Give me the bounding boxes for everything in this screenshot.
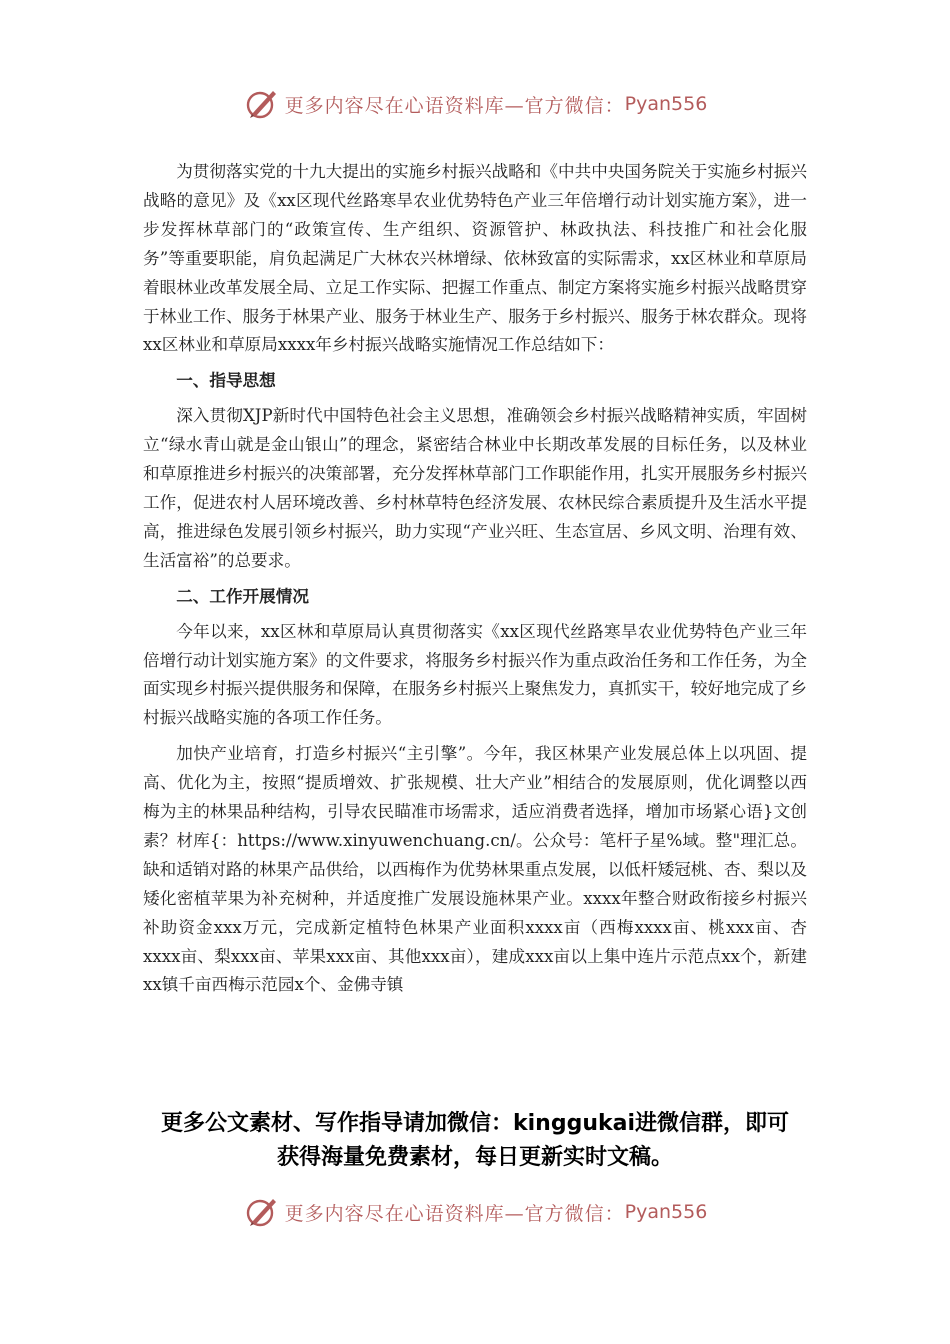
document-body bbox=[143, 158, 807, 1000]
section-heading: 二、工作开展情况 bbox=[176, 586, 309, 606]
footer-watermark-banner bbox=[0, 1188, 950, 1236]
intro-paragraph: 为贯彻落实党的十九大提出的实施乡村振兴战略和《中共中央国务院关于实施乡村振兴战略的意见》及《xx区现代丝路寒旱农业优势特色产业三年倍增行动计划实施方案》，进一步发挥林草部门的“政策宣传、生产组织、资源管护、林政执法、科技推广和社会化服务”等重要职能，肩负起满足广大林农兴林增绿、依林致富的实际需求，xx区林业和草原局着眼林业改革发展全局、立足工作实际、把握工作重点、制定方案将实施乡村振兴战略贯穿于林业工作、服务于林果产业、服务于林业生产、服务于乡村振兴、服务于林农群众。现将xx区林业和草原局xxxx年乡村振兴战略实施情况工作总结如下： bbox=[143, 162, 807, 355]
notice-line: 获得海量免费素材，每日更新实时文稿。 bbox=[276, 1145, 673, 1170]
banner-wechat-id: Pyan556 bbox=[624, 93, 708, 115]
section-paragraph: 深入贯彻XJP新时代中国特色社会主义思想，准确领会乡村振兴战略精神实质，牢固树立“绿水青山就是金山银山”的理念，紧密结合林业中长期改革发展的目标任务，以及林业和草原推进乡村振兴的决策部署，充分发挥林草部门工作职能作用，扎实开展服务乡村振兴工作，促进农村人居环境改善、乡村林草特色经济发展、农林民综合素质提升及生活水平提高，推进绿色发展引领乡村振兴，助力实现“产业兴旺、生态宣居、乡风文明、治理有效、生活富裕”的总要求。 bbox=[143, 406, 807, 570]
section-heading: 一、指导思想 bbox=[176, 371, 276, 391]
banner-text: 更多内容尽在心语资料库—官方微信： bbox=[284, 94, 625, 117]
quill-pen-logo-icon bbox=[243, 1194, 279, 1230]
notice-line: 更多公文素材、写作指导请加微信：kinggukai进微信群，即可 bbox=[160, 1111, 789, 1136]
header-watermark-banner bbox=[0, 80, 950, 128]
wechat-promo-notice bbox=[100, 1107, 850, 1175]
banner-wechat-id: Pyan556 bbox=[624, 1201, 708, 1223]
section-paragraph: 加快产业培育，打造乡村振兴“主引擎”。今年，我区林果产业发展总体上以巩固、提高、优化为主，按照“提质增效、扩张规模、壮大产业”相结合的发展原则，优化调整以西梅为主的林果品种结构，引导农民瞄准市场需求，适应消费者选择，增加市场紧心语}文创素？材库{：https://www.xinyuwenchuang.cn/。公众号：笔杆子星%域。整"理汇总。缺和适销对路的林果产品供给，以西梅作为优势林果重点发展，以低杆矮冠桃、杏、梨以及矮化密植苹果为补充树种，并适度推广发展设施林果产业。xxxx年整合财政衔接乡村振兴补助资金xxx万元，完成新定植特色林果产业面积xxxx亩（西梅xxxx亩、桃xxx亩、杏xxxx亩、梨xxx亩、苹果xxx亩、其他xxx亩），建成xxx亩以上集中连片示范点xx个，新建xx镇千亩西梅示范园x个、金佛寺镇 bbox=[143, 744, 807, 995]
section-paragraph: 今年以来，xx区林和草原局认真贯彻落实《xx区现代丝路寒旱农业优势特色产业三年倍增行动计划实施方案》的文件要求，将服务乡村振兴作为重点政治任务和工作任务，为全面实现乡村振兴提供服务和保障，在服务乡村振兴上聚焦发力，真抓实干，较好地完成了乡村振兴战略实施的各项工作任务。 bbox=[143, 621, 807, 728]
banner-text: 更多内容尽在心语资料库—官方微信： bbox=[284, 1202, 625, 1225]
quill-pen-logo-icon bbox=[243, 86, 279, 122]
